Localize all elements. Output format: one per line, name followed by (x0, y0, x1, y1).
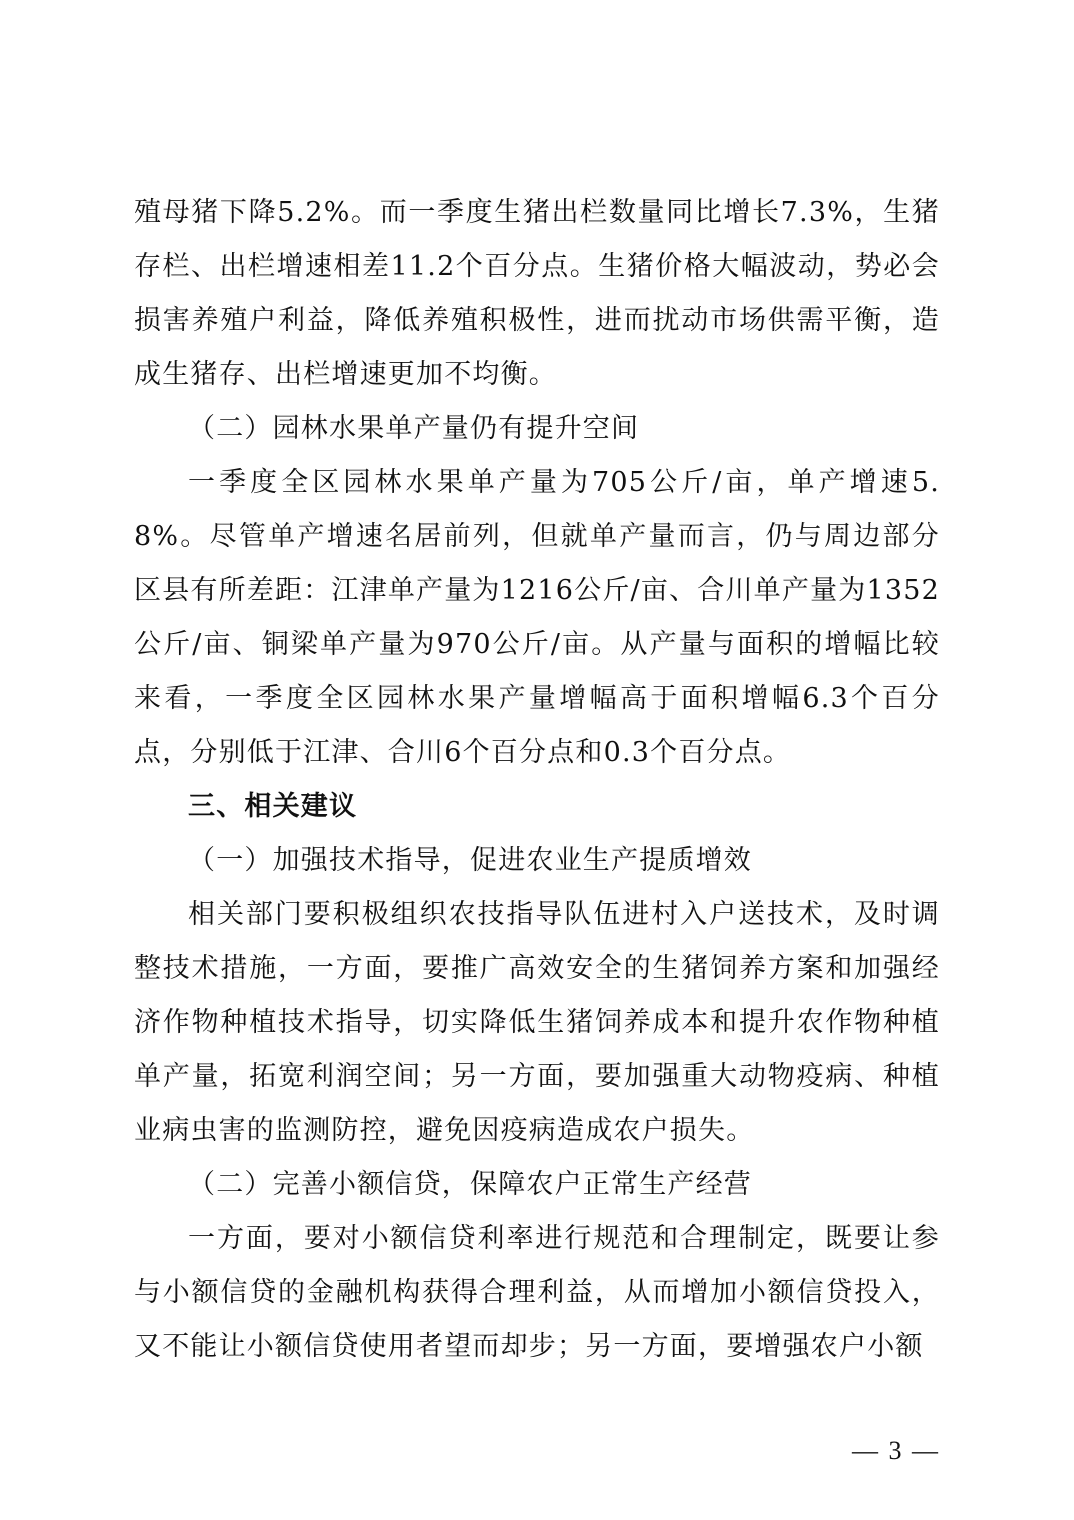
paragraph-fruit-yield: 一季度全区园林水果单产量为705公斤/亩，单产增速5.8%。尽管单产增速名居前列，但就单产量而言，仍与周边部分区县有所差距：江津单产量为1216公斤/亩、合川单产量为1352公斤/亩、铜梁单产量为970公斤/亩。从产量与面积的增幅比较来看，一季度全区园林水果产量增幅高于面积增幅6.3个百分点，分别低于江津、合川6个百分点和0.3个百分点。 (134, 467, 940, 768)
document-body (134, 186, 940, 1374)
subheading-microcredit: （二）完善小额信贷，保障农户正常生产经营 (188, 1169, 752, 1200)
page-number: — 3 — (852, 1436, 940, 1465)
section-heading-suggestions: 三、相关建议 (188, 791, 358, 822)
paragraph-technical-guidance: 相关部门要积极组织农技指导队伍进村入户送技术，及时调整技术措施，一方面，要推广高效安全的生猪饲养方案和加强经济作物种植技术指导，切实降低生猪饲养成本和提升农作物种植单产量，拓宽利润空间；另一方面，要加强重大动物疫病、种植业病虫害的监测防控，避免因疫病造成农户损失。 (134, 899, 940, 1146)
subheading-fruit-yield: （二）园林水果单产量仍有提升空间 (188, 413, 640, 444)
paragraph-sow-decline: 殖母猪下降5.2%。而一季度生猪出栏数量同比增长7.3%，生猪存栏、出栏增速相差11.2个百分点。生猪价格大幅波动，势必会损害养殖户利益，降低养殖积极性，进而扰动市场供需平衡，造成生猪存、出栏增速更加不均衡。 (134, 197, 940, 390)
paragraph-microcredit: 一方面，要对小额信贷利率进行规范和合理制定，既要让参与小额信贷的金融机构获得合理利益，从而增加小额信贷投入，又不能让小额信贷使用者望而却步；另一方面，要增强农户小额 (134, 1223, 940, 1362)
subheading-technical-guidance: （一）加强技术指导，促进农业生产提质增效 (188, 845, 752, 876)
